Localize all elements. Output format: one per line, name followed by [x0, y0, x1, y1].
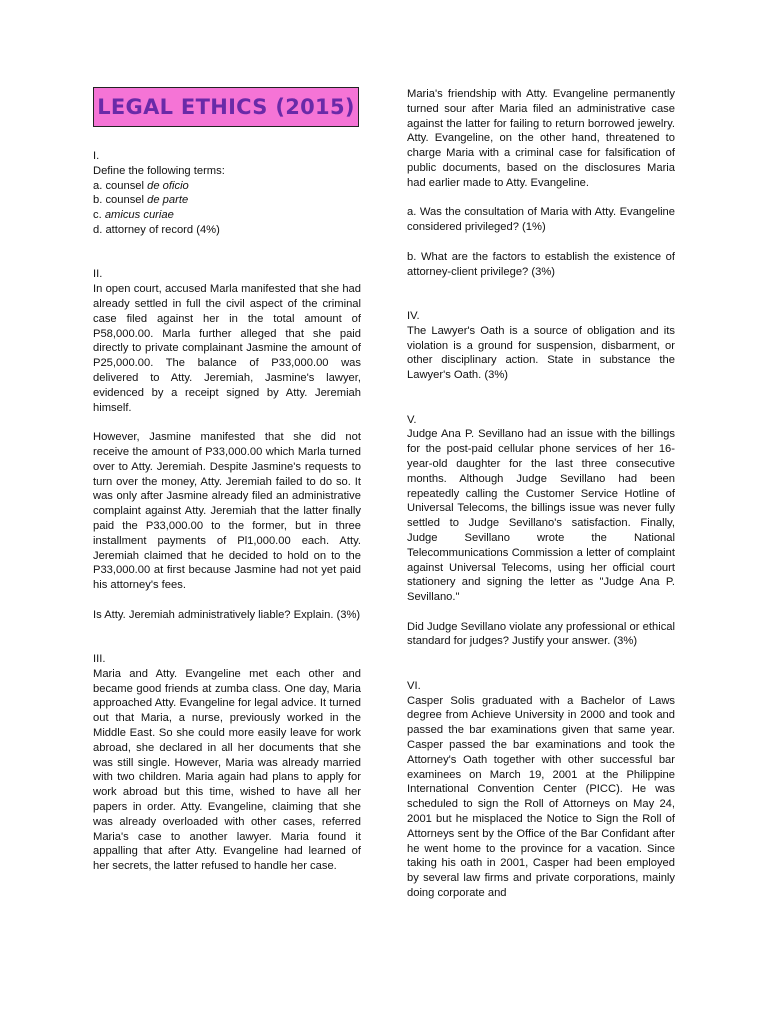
page-title: LEGAL ETHICS (2015)	[97, 95, 355, 119]
q5-paragraph: Judge Ana P. Sevillano had an issue with the billings for the post-paid cellular phone services of her 16-year-old daughter for the last three consecutive months. Although Judge Sevillano had been repeatedly calling the Customer Service Hotline of Universal Telecoms, the billings issue was never fully settled to Judge Sevillano's satisfaction. Finally, Judge Sevillano wrote the National Telecommunications Commission a letter of complaint against Universal Telecoms, using her official court stationery and signing the letter as "Judge Ana P. Sevillano."	[407, 428, 675, 604]
q5-question: Did Judge Sevillano violate any professional or ethical standard for judges? Justify your answer. (3%)	[407, 620, 675, 648]
right-column	[407, 87, 675, 901]
q4-paragraph: The Lawyer's Oath is a source of obligation and its violation is a ground for suspension, disbarment, or other disciplinary action. State in substance the Lawyer's Oath. (3%)	[407, 324, 675, 382]
q1-item-d: d. attorney of record (4%)	[93, 223, 220, 236]
q2-number: II.	[93, 268, 103, 281]
q1-item-a: a. counsel de oficio	[93, 179, 189, 192]
q3-question-b: b. What are the factors to establish the existence of attorney-client privilege? (3%)	[407, 250, 675, 278]
q3-number: III.	[93, 653, 106, 666]
q3-paragraph-2: Maria's friendship with Atty. Evangeline permanently turned sour after Maria filed an administrative case against the latter for failing to return borrowed jewelry. Atty. Evangeline, on the other hand, threatened to charge Maria with a criminal case for falsification of public documents, based on the disclosures Maria had earlier made to Atty. Evangeline.	[407, 88, 675, 189]
q3-paragraph-1: Maria and Atty. Evangeline met each other and became good friends at zumba class. One day, Maria approached Atty. Evangeline for legal advice. It turned out that Maria, a nurse, previously worked in the Middle East. So she could more easily leave for work abroad, she declared in all her documents that she was still single. However, Maria was already married with two children. Maria again had plans to apply for work abroad but this time, wished to have all her papers in order. Atty. Evangeline, claiming that she was already overloaded with other cases, referred Maria's case to another lawyer. Maria found it appalling that after Atty. Evangeline had learned of her secrets, the latter refused to handle her case.	[93, 667, 361, 873]
q5-number: V.	[407, 413, 417, 426]
q4-number: IV.	[407, 309, 420, 322]
q6-paragraph: Casper Solis graduated with a Bachelor of Laws degree from Achieve University in 2000 and took and passed the bar examinations given that same year. Casper passed the bar examinations and took the Attorney's Oath together with other successful bar examinees on March 19, 2001 at the Philippine International Convention Center (PICC). He was scheduled to sign the Roll of Attorneys on May 24, 2001 but he misplaced the Notice to Sign the Roll of Attorneys sent by the Office of the Bar Confidant after he went home to the province for a vacation. Since taking his oath in 2001, Casper had been employed by several law firms and private corporations, mainly doing corporate and	[407, 694, 675, 900]
q1-intro: Define the following terms:	[93, 164, 225, 177]
left-column	[93, 149, 361, 874]
q1-number: I.	[93, 150, 100, 162]
q2-paragraph-2: However, Jasmine manifested that she did not receive the amount of P33,000.00 which Marla turned over to Atty. Jeremiah. Despite Jasmine's requests to turn over the money, Atty. Jeremiah failed to do so. It was only after Jasmine already filed an administrative complaint against Atty. Jeremiah that the latter finally paid the P33,000.00 to the former, but in three installment payments of Pl1,000.00 each. Atty. Jeremiah claimed that he decided to hold on to the P33,000.00 at first because Jasmine had not yet paid his attorney's fees.	[93, 431, 361, 592]
q6-number: VI.	[407, 679, 421, 692]
q3-question-a: a. Was the consultation of Maria with Atty. Evangeline considered privileged? (1%)	[407, 206, 675, 234]
q1-item-b: b. counsel de parte	[93, 194, 189, 207]
q1-item-c: c. amicus curiae	[93, 209, 174, 222]
q2-paragraph-1: In open court, accused Marla manifested that she had already settled in full the civil aspect of the criminal case filed against her in the total amount of P58,000.00. Marla further alleged that she paid directly to private complainant Jasmine the amount of P25,000.00. The balance of P33,000.00 was delivered to Atty. Jeremiah, Jasmine's lawyer, evidenced by a receipt signed by Atty. Jeremiah himself.	[93, 283, 361, 414]
title-banner	[93, 87, 359, 127]
q2-question: Is Atty. Jeremiah administratively liable? Explain. (3%)	[93, 608, 361, 621]
